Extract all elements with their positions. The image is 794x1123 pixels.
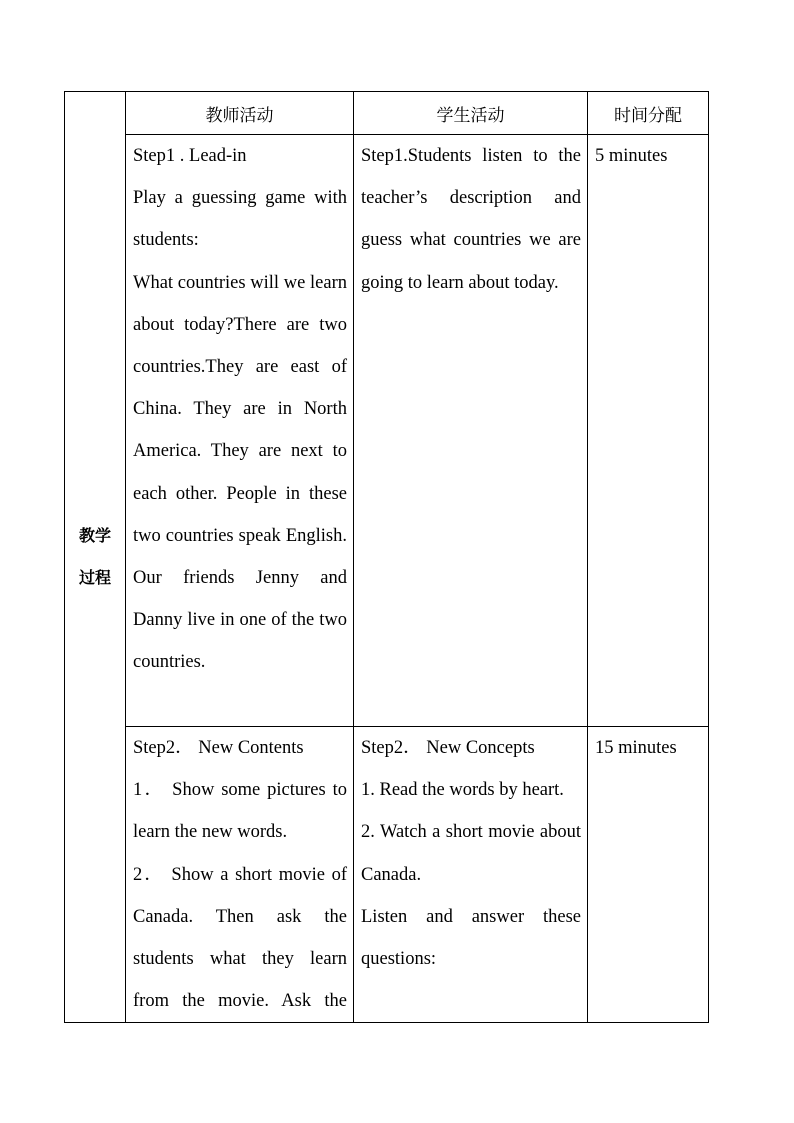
teacher-paragraph: Play a guessing game with students:: [133, 188, 347, 251]
header-row: [65, 92, 709, 135]
student-paragraph: 1. Read the words by heart.: [361, 780, 564, 801]
teacher-step-title: Step1 . Lead-in: [133, 146, 247, 166]
student-activity-cell: [354, 135, 588, 727]
table-row: [65, 135, 709, 727]
header-teacher: 教师活动: [126, 92, 354, 135]
lesson-plan-table: [64, 91, 709, 1023]
student-activity-cell: [354, 727, 588, 1023]
teacher-activity-cell: [126, 135, 354, 727]
student-step-title: Step2． New Concepts: [361, 738, 535, 758]
section-label-line2: 过程: [78, 568, 111, 588]
teacher-activity-cell: [126, 727, 354, 1023]
header-time: 时间分配: [588, 92, 709, 135]
time-cell: 5 minutes: [588, 135, 709, 727]
teacher-step-title: Step2． New Contents: [133, 738, 304, 758]
header-student: 学生活动: [354, 92, 588, 135]
teacher-paragraph: What countries will we learn about today?There are two countries.They are east of China. They are in North America. They are next to each other. People in these two countries speak English. Our friends Jenny and Danny live in one of the two countries.: [133, 272, 347, 673]
student-paragraph: 2. Watch a short movie about Canada.: [361, 822, 581, 885]
section-label-cell: [65, 92, 126, 1023]
student-paragraph: Listen and answer these questions:: [361, 906, 581, 970]
table-row: [65, 727, 709, 1023]
time-cell: 15 minutes: [588, 727, 709, 1023]
teacher-paragraph: 1． Show some pictures to learn the new words.: [133, 780, 347, 843]
teacher-paragraph: 2． Show a short movie of Canada. Then ask the students what they learn from the movie. Ask the: [133, 864, 347, 1012]
student-paragraph: Step1.Students listen to the teacher’s description and guess what countries we are going to learn about today.: [361, 146, 581, 293]
section-label-line1: 教学: [78, 526, 111, 546]
